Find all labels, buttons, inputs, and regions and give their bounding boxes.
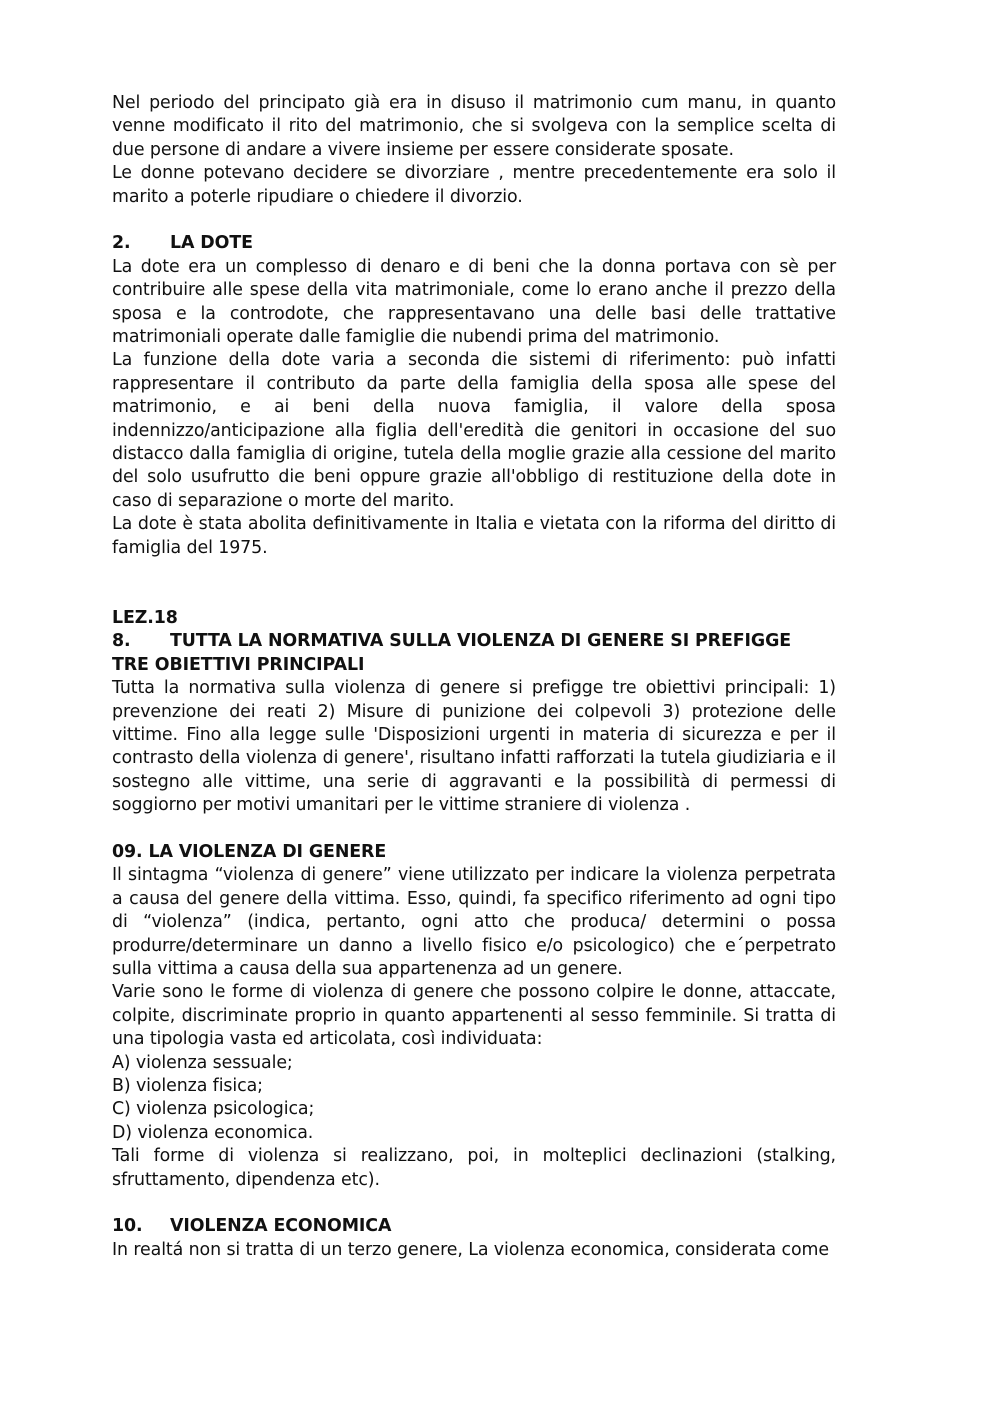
section-number: 2.: [112, 233, 131, 254]
spacer: [112, 560, 836, 607]
normativa-paragraph-1: Tutta la normativa sulla violenza di genere si prefigge tre obiettivi principali: 1) prevenzione dei reati 2) Misure di punizione dei colpevoli 3) protezione delle vittime. Fino alla legge sulle 'Disposizioni urgenti in materia di sicurezza e per il contrasto della violenza di genere', risultano infatti rafforzati la tutela giudiziaria e il sostegno alle vittime, una serie di aggravanti e la possibilità di permessi di soggiorno per motivi umanitari per le vittime straniere di violenza .: [112, 678, 836, 816]
section-title-line-2: TRE OBIETTIVI PRINCIPALI: [112, 654, 365, 675]
list-item: B) violenza fisica;: [112, 1076, 263, 1097]
list-item: C) violenza psicologica;: [112, 1099, 315, 1120]
section-heading-normativa: [112, 630, 836, 653]
intro-paragraph-2: Le donne potevano decidere se divorziare , mentre precedentemente era solo il marito a poterle ripudiare o chiedere il divorzio.: [112, 163, 836, 207]
violenza-paragraph-1: Il sintagma “violenza di genere” viene utilizzato per indicare la violenza perpetrata a causa del genere della vittima. Esso, quindi, fa specifico riferimento ad ogni tipo di “violenza” (indica, pertanto, ogni atto che produca/ determini o possa produrre/determinare un danno a livello fisico e/o psicologico) che e´perpetrato sulla vittima a causa della sua appartenenza ad un genere.: [112, 865, 836, 979]
section-title: VIOLENZA ECONOMICA: [170, 1216, 392, 1237]
section-number: 8.: [112, 631, 131, 652]
dote-paragraph-1: La dote era un complesso di denaro e di beni che la donna portava con sè per contribuire alle spese della vita matrimoniale, come lo erano anche il prezzo della sposa e la controdote, che rappresentavano una delle basi delle trattative matrimoniali operate dalle famiglie die nubendi prima del matrimonio.: [112, 256, 836, 348]
section-heading-dote: [112, 232, 836, 255]
violenza-paragraph-2: Varie sono le forme di violenza di genere che possono colpire le donne, attaccate, colpite, discriminate proprio in quanto appartenenti al sesso femminile. Si tratta di una tipologia vasta ed articolata, così individuata:: [112, 982, 836, 1050]
lesson-label: LEZ.18: [112, 607, 178, 628]
section-title-line-1: TUTTA LA NORMATIVA SULLA VIOLENZA DI GENERE SI PREFIGGE: [170, 631, 792, 652]
spacer: [112, 209, 836, 232]
economica-paragraph-1: In realtá non si tratta di un terzo genere, La violenza economica, considerata come: [112, 1239, 829, 1260]
document-page: [112, 92, 836, 1262]
spacer: [112, 1192, 836, 1215]
section-heading-violenza: 09. LA VIOLENZA DI GENERE: [112, 841, 387, 862]
violenza-paragraph-3: Tali forme di violenza si realizzano, poi, in molteplici declinazioni (stalking, sfruttamento, dipendenza etc).: [112, 1146, 836, 1190]
dote-paragraph-2: La funzione della dote varia a seconda die sistemi di riferimento: può infatti rappresentare il contributo da parte della famiglia della sposa alle spese del matrimonio, e ai beni della nuova famiglia, il valore della sposa indennizzo/anticipazione alla figlia dell'eredità die genitori in occasione del suo distacco dalla famiglia di origine, tutela della moglie grazie alla cessione del marito del solo usufrutto die beni oppure grazie all'obbligo di restituzione della dote in caso di separazione o morte del marito.: [112, 350, 836, 511]
section-number: 10.: [112, 1216, 143, 1237]
section-title: LA DOTE: [170, 233, 253, 254]
spacer: [112, 818, 836, 841]
dote-paragraph-3: La dote è stata abolita definitivamente in Italia e vietata con la riforma del diritto di famiglia del 1975.: [112, 514, 836, 558]
intro-paragraph-1: Nel periodo del principato già era in disuso il matrimonio cum manu, in quanto venne modificato il rito del matrimonio, che si svolgeva con la semplice scelta di due persone di andare a vivere insieme per essere considerate sposate.: [112, 93, 836, 160]
section-heading-economica: [112, 1215, 836, 1238]
list-item: A) violenza sessuale;: [112, 1052, 293, 1073]
list-item: D) violenza economica.: [112, 1122, 314, 1143]
